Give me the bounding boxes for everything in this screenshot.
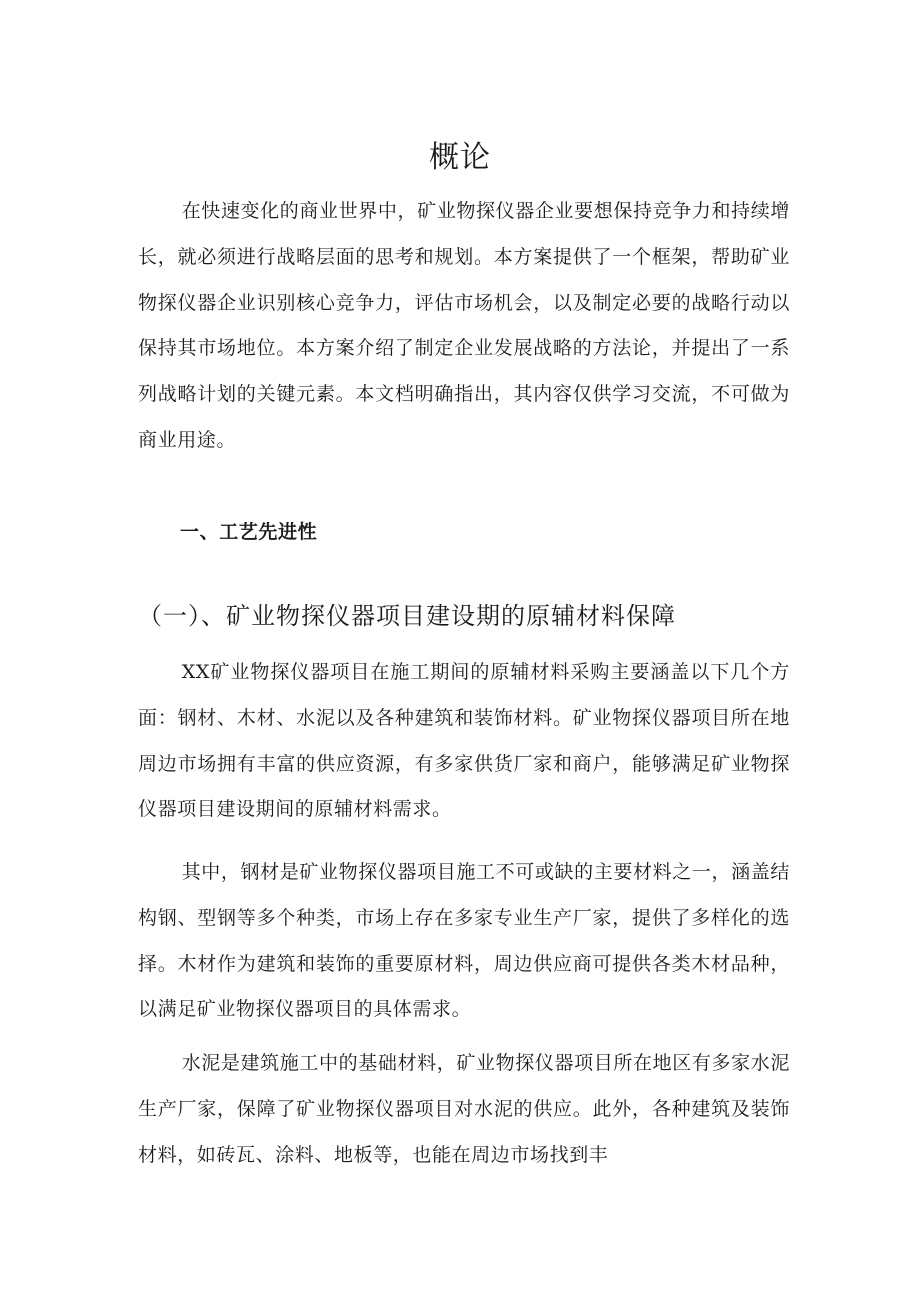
- body-paragraph-materials: XX矿业物探仪器项目在施工期间的原辅材料采购主要涵盖以下几个方面：钢材、木材、水泥以及各种建筑和装饰材料。矿业物探仪器项目所在地周边市场拥有丰富的供应资源，有多家供货厂家和商户，能够满足矿业物探仪器项目建设期间的原辅材料需求。: [138, 661, 790, 821]
- section-heading: 一、工艺先进性: [180, 521, 318, 543]
- subsection-heading: （一）、矿业物探仪器项目建设期的原辅材料保障: [138, 602, 676, 630]
- body-paragraph-steel-wood: 其中，钢材是矿业物探仪器项目施工不可或缺的主要材料之一，涵盖结构钢、型钢等多个种类，市场上存在多家专业生产厂家，提供了多样化的选择。木材作为建筑和装饰的重要原材料，周边供应商可提供各类木材品种，以满足矿业物探仪器项目的具体需求。: [138, 861, 790, 1021]
- body-paragraph-cement: 水泥是建筑施工中的基础材料，矿业物探仪器项目所在地区有多家水泥生产厂家，保障了矿业物探仪器项目对水泥的供应。此外，各种建筑及装饰材料，如砖瓦、涂料、地板等，也能在周边市场找到丰: [138, 1052, 790, 1166]
- intro-paragraph: 在快速变化的商业世界中，矿业物探仪器企业要想保持竞争力和持续增长，就必须进行战略层面的思考和规划。本方案提供了一个框架，帮助矿业物探仪器企业识别核心竞争力，评估市场机会，以及制定必要的战略行动以保持其市场地位。本方案介绍了制定企业发展战略的方法论，并提出了一系列战略计划的关键元素。本文档明确指出，其内容仅供学习交流，不可做为商业用途。: [138, 200, 790, 451]
- document-title: 概论: [429, 140, 491, 176]
